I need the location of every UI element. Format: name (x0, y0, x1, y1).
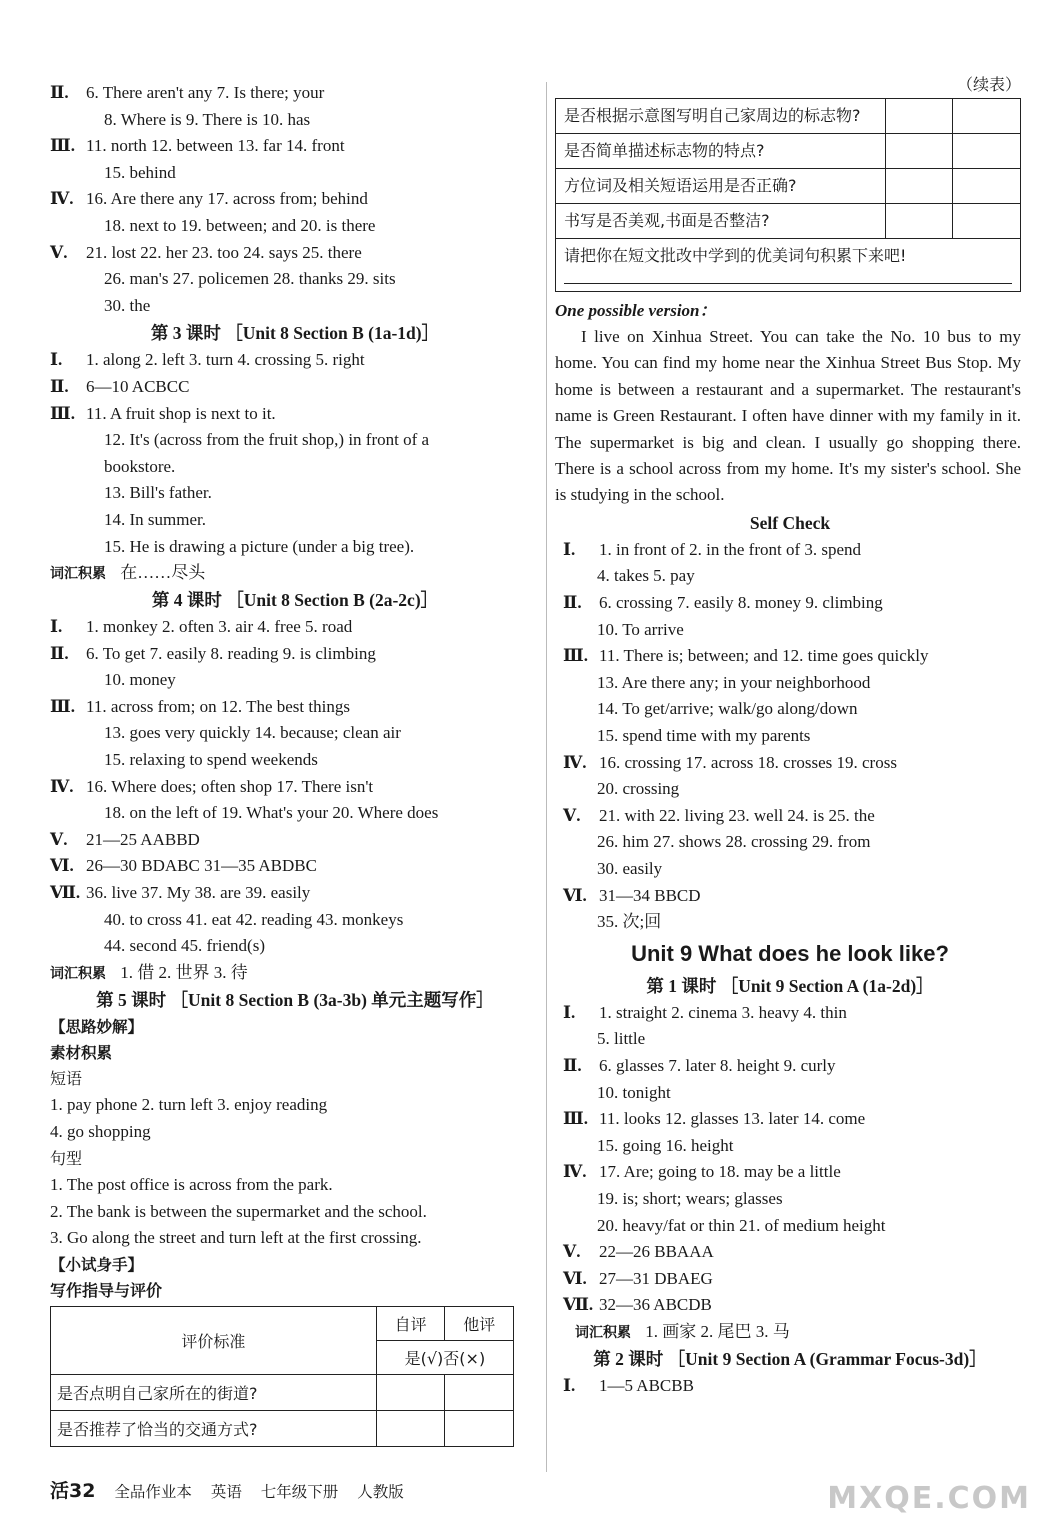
roman-numeral: Ⅳ. (50, 189, 74, 209)
answer-text: 21. with 22. living 23. well 24. is 25. the (599, 805, 875, 825)
roman-numeral: Ⅳ. (563, 752, 587, 772)
idea-label: 【思路妙解】 (50, 1017, 144, 1036)
answer-text: 20. crossing (597, 779, 680, 799)
answer-text: 16. Where does; often shop 17. There isn't (86, 776, 374, 796)
edition: 人教版 (357, 1483, 404, 1501)
answer-text: 11. across from; on 12. The best things (86, 696, 350, 716)
self-eval-cell[interactable] (885, 169, 953, 204)
answer-text: 20. heavy/fat or thin 21. of medium height (597, 1215, 886, 1235)
answer-text: 8. Where is 9. There is 10. has (104, 109, 311, 129)
roman-numeral: Ⅱ. (50, 83, 69, 102)
answer-line (555, 803, 1025, 830)
peer-eval-cell[interactable] (445, 1410, 514, 1446)
roman-numeral: Ⅶ. (563, 1295, 594, 1315)
answer-text: 11. north 12. between 13. far 14. front (86, 136, 345, 156)
pattern-list (50, 1172, 540, 1252)
selfcheck-answers (555, 537, 1025, 936)
answer-text: 4. takes 5. pay (597, 566, 695, 586)
answer-text: 14. To get/arrive; walk/go along/down (597, 699, 858, 719)
answer-text: 16. Are there any 17. across from; behind (86, 189, 368, 209)
answer-text: 10. tonight (597, 1082, 671, 1102)
answer-line (555, 776, 1025, 803)
criteria-header: 评价标准 (51, 1306, 377, 1374)
roman-numeral: Ⅵ. (50, 856, 74, 876)
vocab-text: 在……尽头 (120, 563, 206, 583)
answer-line (50, 240, 540, 267)
answer-text: 15. behind (104, 162, 176, 182)
roman-numeral: Ⅴ. (563, 1242, 581, 1262)
answer-text: 1. straight 2. cinema 3. heavy 4. thin (599, 1002, 847, 1022)
list-item-text: 1. The post office is across from the park. (50, 1175, 333, 1195)
mark-header: 是(√)否(×) (376, 1340, 513, 1374)
answer-text: 6. glasses 7. later 8. height 9. curly (599, 1055, 836, 1075)
answer-text: 36. live 37. My 38. are 39. easily (86, 883, 311, 903)
answer-line (555, 1373, 1025, 1400)
roman-numeral: Ⅳ. (563, 1162, 587, 1182)
roman-numeral: Ⅲ. (50, 696, 75, 716)
answer-line (555, 750, 1025, 777)
answer-text: 30. easily (597, 858, 663, 878)
unit9-lesson1-answers (555, 1000, 1025, 1319)
answer-line (50, 827, 540, 854)
column-divider (546, 82, 547, 1472)
answer-text: 5. little (597, 1029, 646, 1049)
answer-line (50, 667, 540, 694)
answers-lesson4-block (50, 614, 540, 960)
roman-numeral: Ⅶ. (50, 883, 81, 903)
answer-text: 35. 次;回 (597, 912, 662, 932)
answer-text: 21—25 AABBD (86, 829, 200, 849)
roman-numeral: Ⅳ. (50, 776, 74, 796)
roman-numeral: Ⅲ. (563, 1109, 588, 1129)
answer-line (555, 563, 1025, 590)
answer-line (50, 401, 540, 428)
answer-line (50, 133, 540, 160)
evaluation-table-continued (555, 98, 1021, 292)
answer-line (555, 1266, 1025, 1293)
answer-text: 15. spend time with my parents (597, 726, 811, 745)
answer-text: 6—10 ACBCC (86, 376, 190, 396)
vocab-label: 词汇积累 (50, 566, 106, 583)
answer-text: 15. relaxing to spend weekends (104, 750, 318, 770)
answer-line (50, 427, 540, 454)
answer-line (555, 1053, 1025, 1080)
roman-numeral: Ⅰ. (50, 350, 63, 370)
try-label: 【小试身手】 (50, 1255, 144, 1274)
answer-line (555, 1106, 1025, 1133)
answer-text: 13. Bill's father. (104, 483, 212, 503)
answer-line (50, 374, 540, 401)
book-name: 全品作业本 (114, 1483, 192, 1501)
unit9-lesson2-title: 第 2 课时 ［Unit 9 Section A (Grammar Focus-3d)］ (593, 1348, 987, 1369)
list-item (50, 1119, 540, 1146)
answer-line (50, 880, 540, 907)
unit9-lesson1-title: 第 1 课时 ［Unit 9 Section A (1a-2d)］ (646, 975, 934, 996)
answer-line (50, 694, 540, 721)
list-item (50, 1199, 540, 1226)
answer-line (50, 454, 540, 481)
grade: 七年级下册 (260, 1483, 339, 1501)
answer-line (555, 1292, 1025, 1319)
answer-line (50, 107, 540, 134)
list-item (50, 1092, 540, 1119)
selfcheck-title: Self Check (749, 512, 831, 533)
answer-line (555, 1133, 1025, 1160)
version-label: One possible version： (555, 301, 717, 320)
right-column (555, 78, 1025, 1399)
answer-line (555, 883, 1025, 910)
material-label: 素材积累 (50, 1043, 113, 1062)
roman-numeral: Ⅵ. (563, 885, 587, 905)
answer-line (50, 507, 540, 534)
continued-label: （续表） (956, 75, 1021, 94)
self-eval-cell[interactable] (885, 204, 953, 239)
evaluation-table (50, 1306, 514, 1447)
roman-numeral: Ⅰ. (563, 1375, 576, 1395)
page-number: 活32 (50, 1480, 96, 1502)
answer-line (555, 537, 1025, 564)
watermark: MXQE.COM (827, 1481, 1031, 1516)
answer-line (555, 909, 1025, 936)
roman-numeral: Ⅴ. (50, 829, 68, 849)
list-item (50, 1225, 540, 1252)
answer-text: 17. Are; going to 18. may be a little (599, 1162, 841, 1182)
criteria-row: 方位词及相关短语运用是否正确? (556, 169, 886, 204)
criteria-row: 是否点明自己家所在的街道? (51, 1374, 377, 1410)
roman-numeral: Ⅱ. (563, 1055, 582, 1075)
answer-text: 14. In summer. (104, 509, 206, 529)
answer-text: 6. There aren't any 7. Is there; your (86, 83, 325, 102)
criteria-row: 书写是否美观,书面是否整洁? (556, 204, 886, 239)
answer-text: 18. next to 19. between; and 20. is there (104, 215, 376, 235)
vocab-lesson3 (50, 560, 540, 586)
peer-eval-cell[interactable] (445, 1374, 514, 1410)
roman-numeral: Ⅴ. (50, 242, 68, 262)
list-item-text: 3. Go along the street and turn left at the first crossing. (50, 1228, 422, 1248)
roman-numeral: Ⅰ. (50, 617, 63, 637)
notes-row[interactable] (556, 239, 1021, 292)
answer-text: 12. It's (across from the fruit shop,) in front of a (104, 430, 430, 450)
answer-text: 30. the (104, 295, 151, 315)
answer-text: 10. money (104, 670, 176, 690)
answer-text: 19. is; short; wears; glasses (597, 1188, 783, 1208)
answer-line (555, 1186, 1025, 1213)
answer-text: bookstore. (104, 456, 176, 476)
answer-line (50, 907, 540, 934)
list-item-text: 4. go shopping (50, 1122, 151, 1141)
answer-line (555, 829, 1025, 856)
list-item (50, 1172, 540, 1199)
self-eval-cell[interactable] (376, 1374, 445, 1410)
roman-numeral: Ⅱ. (50, 643, 69, 663)
criteria-row: 是否简单描述标志物的特点? (556, 134, 886, 169)
roman-numeral: Ⅰ. (563, 1002, 576, 1022)
answer-line (555, 696, 1025, 723)
answer-line (50, 213, 540, 240)
answer-line (50, 160, 540, 187)
answer-text: 11. There is; between; and 12. time goes quickly (599, 646, 929, 666)
answer-line (50, 186, 540, 213)
answer-line (555, 643, 1025, 670)
self-eval-cell[interactable] (885, 134, 953, 169)
answer-line (555, 617, 1025, 644)
answer-text: 6. To get 7. easily 8. reading 9. is climbing (86, 643, 376, 663)
answer-line (50, 774, 540, 801)
answer-line (555, 1213, 1025, 1240)
answer-text: 1—5 ABCBB (599, 1375, 694, 1395)
left-column (50, 80, 540, 1447)
answer-text: 1. along 2. left 3. turn 4. crossing 5. right (86, 350, 365, 370)
answer-text: 15. going 16. height (597, 1135, 734, 1155)
answer-line (555, 856, 1025, 883)
peer-eval-cell[interactable] (953, 204, 1021, 239)
answer-line (50, 800, 540, 827)
answer-line (50, 614, 540, 641)
pattern-label: 句型 (50, 1148, 83, 1168)
page-footer (50, 1476, 418, 1506)
answer-text: 6. crossing 7. easily 8. money 9. climbing (599, 593, 883, 613)
answer-line (50, 80, 540, 107)
answer-text: 44. second 45. friend(s) (104, 936, 265, 956)
lesson5-title: 第 5 课时 ［Unit 8 Section B (3a-3b) 单元主题写作］ (96, 989, 494, 1010)
subject: 英语 (210, 1483, 242, 1501)
peer-eval-header: 他评 (445, 1306, 514, 1340)
answer-text: 11. A fruit shop is next to it. (86, 403, 276, 423)
notes-underline (564, 283, 1012, 284)
answer-text: 31—34 BBCD (599, 885, 701, 905)
answer-text: 1. in front of 2. in the front of 3. spend (599, 539, 862, 559)
answer-line (555, 723, 1025, 750)
self-eval-cell[interactable] (885, 99, 953, 134)
answer-line (555, 590, 1025, 617)
answers-lesson3-block (50, 347, 540, 560)
roman-numeral: Ⅱ. (563, 593, 582, 613)
answer-text: 15. He is drawing a picture (under a big tree). (104, 536, 415, 556)
answer-line (50, 534, 540, 561)
answer-text: 22—26 BBAAA (599, 1242, 714, 1262)
peer-eval-cell[interactable] (953, 99, 1021, 134)
answer-line (555, 1026, 1025, 1053)
answers-lesson2-block (50, 80, 540, 319)
vocab-label: 词汇积累 (50, 965, 106, 982)
lesson3-title: 第 3 课时 ［Unit 8 Section B (1a-1d)］ (150, 323, 440, 344)
answer-line (555, 1000, 1025, 1027)
vocab-text: 1. 借 2. 世界 3. 待 (120, 962, 248, 982)
vocab-unit9 (555, 1319, 1025, 1345)
unit9-title: Unit 9 What does he look like? (631, 940, 949, 966)
criteria-row: 是否根据示意图写明自己家周边的标志物? (556, 99, 886, 134)
answer-line (50, 853, 540, 880)
answer-line (555, 670, 1025, 697)
answer-text: 32—36 ABCDB (599, 1295, 712, 1315)
guide-label: 写作指导与评价 (50, 1280, 163, 1300)
roman-numeral: Ⅲ. (50, 403, 75, 423)
answer-text: 21. lost 22. her 23. too 24. says 25. there (86, 242, 362, 262)
peer-eval-cell[interactable] (953, 134, 1021, 169)
roman-numeral: Ⅱ. (50, 376, 69, 396)
self-eval-header: 自评 (376, 1306, 445, 1340)
answer-text: 16. crossing 17. across 18. crosses 19. cross (599, 752, 897, 772)
criteria-row: 是否推荐了恰当的交通方式? (51, 1410, 377, 1446)
answer-text: 10. To arrive (597, 619, 684, 639)
roman-numeral: Ⅵ. (563, 1268, 587, 1288)
answer-line (50, 293, 540, 320)
notes-prompt: 请把你在短文批改中学到的优美词句积累下来吧! (564, 246, 907, 265)
lesson4-title: 第 4 课时 ［Unit 8 Section B (2a-2c)］ (151, 590, 439, 611)
roman-numeral: Ⅲ. (563, 646, 588, 666)
answer-line (50, 641, 540, 668)
answer-text: 40. to cross 41. eat 42. reading 43. monkeys (104, 909, 404, 929)
answer-text: 13. goes very quickly 14. because; clean air (104, 723, 401, 743)
phrase-label: 短语 (50, 1068, 83, 1088)
answer-text: 26. man's 27. policemen 28. thanks 29. sits (104, 269, 396, 289)
answer-line (555, 1080, 1025, 1107)
answer-text: 11. looks 12. glasses 13. later 14. come (599, 1109, 866, 1129)
answer-line (555, 1159, 1025, 1186)
answer-line (50, 480, 540, 507)
answer-text: 18. on the left of 19. What's your 20. Where does (104, 803, 439, 823)
answer-line (50, 720, 540, 747)
roman-numeral: Ⅰ. (563, 539, 576, 559)
sample-essay: I live on Xinhua Street. You can take the No. 10 bus to my home. You can find my home near the Xinhua Street Bus Stop. My home is between a restaurant and a supermarket. The restaurant's name is Green Restaurant. I often have dinner with my family in it. The supermarket is big and clean. I usually go shopping there. There is a school across from my home. It's my sister's school. She is studying in the school. (555, 327, 1021, 505)
list-item-text: 1. pay phone 2. turn left 3. enjoy reading (50, 1095, 328, 1115)
roman-numeral: Ⅴ. (563, 805, 581, 825)
answer-text: 13. Are there any; in your neighborhood (597, 672, 871, 692)
answer-line (50, 747, 540, 774)
vocab-text: 1. 画家 2. 尾巴 3. 马 (645, 1321, 790, 1341)
answer-text: 27—31 DBAEG (599, 1268, 713, 1288)
answer-line (555, 1239, 1025, 1266)
peer-eval-cell[interactable] (953, 169, 1021, 204)
phrase-list (50, 1092, 540, 1145)
answer-text: 26—30 BDABC 31—35 ABDBC (86, 856, 317, 876)
vocab-label: 词汇积累 (575, 1324, 631, 1341)
roman-numeral: Ⅲ. (50, 136, 75, 156)
answer-line (50, 266, 540, 293)
answer-line (50, 933, 540, 960)
answer-text: 26. him 27. shows 28. crossing 29. from (597, 832, 871, 852)
vocab-lesson4 (50, 960, 540, 986)
self-eval-cell[interactable] (376, 1410, 445, 1446)
answer-line (50, 347, 540, 374)
list-item-text: 2. The bank is between the supermarket and the school. (50, 1201, 427, 1221)
answer-text: 1. monkey 2. often 3. air 4. free 5. road (86, 617, 353, 637)
